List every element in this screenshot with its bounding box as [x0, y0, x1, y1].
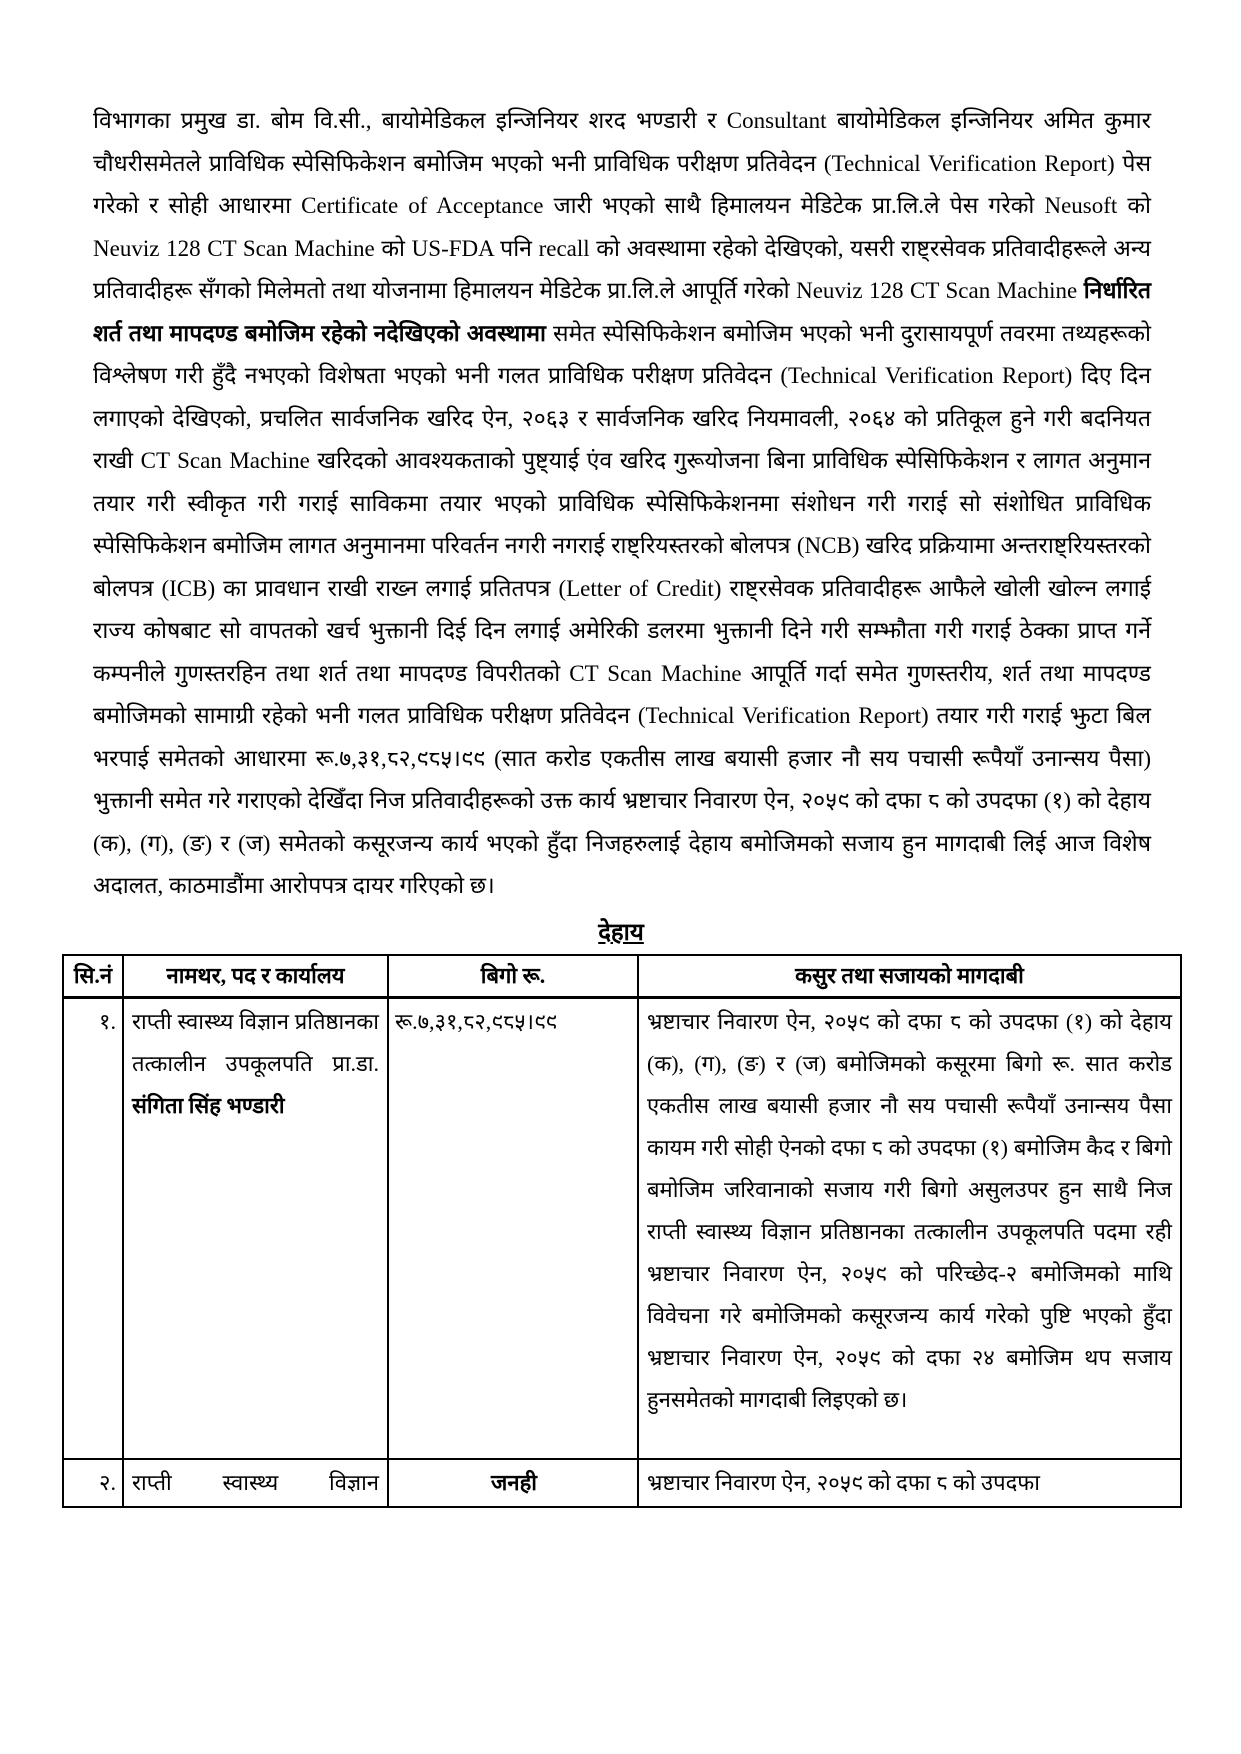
paragraph-part-1: विभागका प्रमुख डा. बोम वि.सी., बायोमेडिकल इन्जिनियर शरद भण्डारी र Consultant बायोमेडिकल इन्जिनियर अमित कुमार चौधरीसमेतले प्राविधिक स्पेसिफिकेशन बमोजिम भएको भनी प्राविधिक परीक्षण प्रतिवेदन (Technical Verification Report) पेस गरेको र सोही आधारमा Certificate of Acceptance जारी भएको साथै हिमालयन मेडिटेक प्रा.लि.ले पेस गरेको Neusoft को Neuviz 128 CT Scan Machine को US-FDA पनि recall को अवस्थामा रहेको देखिएको, यसरी राष्ट्रसेवक प्रतिवादीहरूले अन्य प्रतिवादीहरू सँगको मिलेमतो तथा योजनामा हिमालयन मेडिटेक प्रा.लि.ले आपूर्ति गरेको Neuviz 128 CT Scan Machine: [93, 108, 1151, 303]
table-header-row: [63, 955, 1181, 998]
table-row: [63, 997, 1181, 1459]
section-heading-dehaya: देहाय: [598, 919, 644, 946]
column-header-serial-number: सि.नं: [63, 955, 123, 998]
defendant-name-bold: संगिता सिंह भण्डारी: [132, 1092, 285, 1118]
paragraph-part-2: समेत स्पेसिफिकेशन बमोजिम भएको भनी दुरासायपूर्ण तवरमा तथ्यहरूको विश्लेषण गरी हुँदै नभएको विशेषता भएको भनी गलत प्राविधिक परीक्षण प्रतिवेदन (Technical Verification Report) दिए दिन लगाएको देखिएको, प्रचलित सार्वजनिक खरिद ऐन, २०६३ र सार्वजनिक खरिद नियमावली, २०६४ को प्रतिकूल हुने गरी बदनियत राखी CT Scan Machine खरिदको आवश्यकताको पुष्ट्याई एंव खरिद गुरूयोजना बिना प्राविधिक स्पेसिफिकेशन र लागत अनुमान तयार गरी स्वीकृत गरी गराई साविकमा तयार भएको प्राविधिक स्पेसिफिकेशनमा संशोधन गरी गराई सो संशोधित प्राविधिक स्पेसिफिकेशन बमोजिम लागत अनुमानमा परिवर्तन नगरी नगराई राष्ट्रियस्तरको बोलपत्र (NCB) खरिद प्रक्रियामा अन्तराष्ट्रियस्तरको बोलपत्र (ICB) का प्रावधान राखी राख्न लगाई प्रतितपत्र (Letter of Credit) राष्ट्रसेवक प्रतिवादीहरू आफैले खोली खोल्न लगाई राज्य कोषबाट सो वापतको खर्च भुक्तानी दिई दिन लगाई अमेरिकी डलरमा भुक्तानी दिने गरी सम्झौता गरी गराई ठेक्का प्राप्त गर्ने कम्पनीले गुणस्तरहिन तथा शर्त तथा मापदण्ड विपरीतको CT Scan Machine आपूर्ति गर्दा समेत गुणस्तरीय, शर्त तथा मापदण्ड बमोजिमको सामाग्री रहेको भनी गलत प्राविधिक परीक्षण प्रतिवेदन (Technical Verification Report) तयार गरी गराई झुटा बिल भरपाई समेतको आधारमा रू.७,३१,८२,९८५।९९ (सात करोड एकतीस लाख बयासी हजार नौ सय पचासी रूपैयाँ उनान्सय पैसा) भुक्तानी समेत गरे गराएको देखिँदा निज प्रतिवादीहरूको उक्त कार्य भ्रष्टाचार निवारण ऐन, २०५९ को दफा ८ को उपदफा (१) को देहाय (क), (ग), (ङ) र (ज) समेतको कसूरजन्य कार्य भएको हुँदा निजहरुलाई देहाय बमोजिमको सजाय हुन मागदाबी लिई आज विशेष अदालत, काठमाडौंमा आरोपपत्र दायर गरिएको छ।: [93, 320, 1151, 898]
table-row: [63, 1459, 1181, 1507]
charge-sheet-table: [62, 954, 1182, 1509]
cell-serial-number: १.: [63, 997, 123, 1459]
cell-defendant-name: राप्ती स्वास्थ्य विज्ञान: [123, 1459, 388, 1507]
defendant-title-text: राप्ती स्वास्थ्य विज्ञान प्रतिष्ठानका तत्कालीन उपकूलपति प्रा.डा.: [132, 1008, 379, 1076]
cell-charge-text: भ्रष्टाचार निवारण ऐन, २०५९ को दफा ८ को उपदफा (१) को देहाय (क), (ग), (ङ) र (ज) बमोजिमको कसूरमा बिगो रू. सात करोड एकतीस लाख बयासी हजार नौ सय पचासी रूपैयाँ उनान्सय पैसा कायम गरी सोही ऐनको दफा ८ को उपदफा (१) बमोजिम कैद र बिगो बमोजिम जरिवानाको सजाय गरी बिगो असुलउपर हुन साथै निज राप्ती स्वास्थ्य विज्ञान प्रतिष्ठानका तत्कालीन उपकूलपति पदमा रही भ्रष्टाचार निवारण ऐन, २०५९ को परिच्छेद-२ बमोजिमको माथि विवेचना गरे बमोजिमको कसूरजन्य कार्य गरेको पुष्टि भएको हुँदा भ्रष्टाचार निवारण ऐन, २०५९ को दफा २४ बमोजिम थप सजाय हुनसमेतको मागदाबी लिइएको छ।: [638, 997, 1181, 1459]
column-header-offense-punishment-claim: कसुर तथा सजायको मागदाबी: [638, 955, 1181, 998]
body-paragraph: [93, 100, 1151, 908]
column-header-bigo-amount: बिगो रू.: [388, 955, 638, 998]
cell-bigo-amount: जनही: [388, 1459, 638, 1507]
cell-bigo-amount: रू.७,३१,८२,९८५।९९: [388, 997, 638, 1459]
cell-defendant-name: [123, 997, 388, 1459]
cell-charge-text: भ्रष्टाचार निवारण ऐन, २०५९ को दफा ८ को उपदफा: [638, 1459, 1181, 1507]
column-header-name-post-office: नामथर, पद र कार्यालय: [123, 955, 388, 998]
cell-serial-number: २.: [63, 1459, 123, 1507]
paragraph-bold-phrase: निर्धारित शर्त तथा मापदण्ड बमोजिम रहेको नदेखिएको अवस्थामा: [93, 278, 1151, 346]
